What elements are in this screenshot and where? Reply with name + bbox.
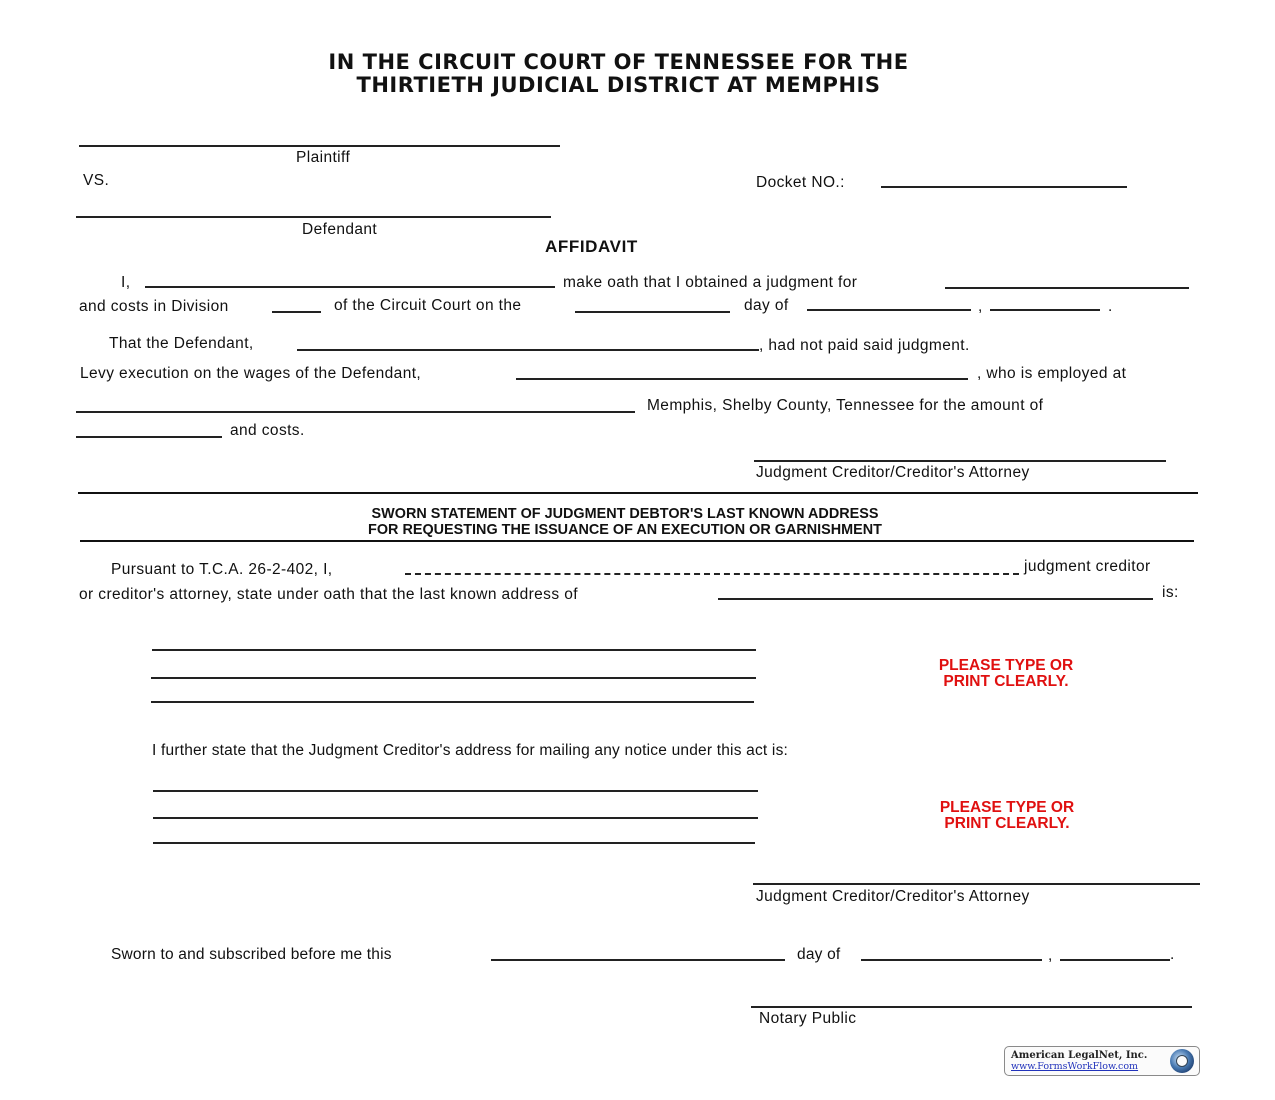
judgment-amount-field[interactable] — [945, 287, 1189, 289]
affidavit-heading: AFFIDAVIT — [545, 237, 638, 256]
notary-signature-field[interactable] — [751, 1006, 1192, 1008]
creditor-address-line-1[interactable] — [153, 790, 758, 792]
court-title-line2: THIRTIETH JUDICIAL DISTRICT AT MEMPHIS — [356, 73, 881, 97]
defendant-prefix: That the Defendant, — [109, 335, 254, 352]
comma: , — [978, 298, 983, 315]
defendant-name-field[interactable] — [297, 349, 759, 351]
further-statement-text: I further state that the Judgment Creditor's address for mailing any notice under this act is: — [152, 742, 789, 759]
globe-icon — [1170, 1049, 1194, 1073]
jurat-day-field[interactable] — [491, 959, 785, 961]
judgment-creditor-text: judgment creditor — [1024, 558, 1151, 575]
notice-line2: PRINT CLEARLY. — [944, 815, 1070, 832]
notice-line1: PLEASE TYPE OR — [939, 799, 1075, 816]
jurat-day-of-label: day of — [797, 946, 841, 963]
affiant-prefix: I, — [121, 274, 131, 291]
legalnet-logo[interactable] — [1004, 1046, 1200, 1076]
division-prefix: and costs in Division — [79, 298, 229, 315]
notice-line2: PRINT CLEARLY. — [943, 673, 1069, 690]
employer-field[interactable] — [76, 411, 635, 413]
sworn-heading-line2: FOR REQUESTING THE ISSUANCE OF AN EXECUTION OR GARNISHMENT — [368, 521, 882, 538]
employed-at-text: , who is employed at — [977, 365, 1127, 382]
jurat-month-field[interactable] — [861, 959, 1042, 961]
please-type-notice-2 — [907, 800, 1107, 832]
vs-label: VS. — [83, 172, 110, 189]
please-type-notice-1 — [906, 658, 1106, 690]
creditor-name-field[interactable] — [405, 573, 1019, 575]
is-text: is: — [1162, 584, 1179, 601]
division-field[interactable] — [272, 311, 321, 313]
docket-number-field[interactable] — [881, 186, 1127, 188]
notary-public-label: Notary Public — [759, 1010, 857, 1027]
levy-defendant-field[interactable] — [516, 378, 968, 380]
debtor-address-line-1[interactable] — [152, 649, 756, 651]
debtor-address-line-3[interactable] — [151, 701, 754, 703]
oath-text: make oath that I obtained a judgment for — [563, 274, 858, 291]
judgment-month-field[interactable] — [807, 309, 971, 311]
affidavit-signature-label: Judgment Creditor/Creditor's Attorney — [756, 464, 1030, 481]
jurat-prefix: Sworn to and subscribed before me this — [111, 946, 392, 963]
day-of-label: day of — [744, 297, 789, 314]
section-divider-top — [78, 492, 1198, 494]
plaintiff-field[interactable] — [79, 145, 560, 147]
section-divider-bottom — [80, 540, 1194, 542]
notice-line1: PLEASE TYPE OR — [938, 657, 1074, 674]
judgment-year-field[interactable] — [990, 309, 1100, 311]
company-url-link[interactable]: www.FormsWorkFlow.com — [1011, 1061, 1139, 1072]
creditor-address-line-3[interactable] — [153, 842, 755, 844]
judgment-day-field[interactable] — [575, 311, 730, 313]
defendant-label: Defendant — [302, 221, 378, 238]
sworn-signature-field[interactable] — [753, 883, 1200, 885]
debtor-name-field[interactable] — [718, 598, 1153, 600]
court-title-line1: IN THE CIRCUIT COURT OF TENNESSEE FOR THE — [328, 50, 909, 74]
not-paid-text: , had not paid said judgment. — [759, 337, 970, 354]
plaintiff-label: Plaintiff — [296, 149, 351, 166]
levy-prefix: Levy execution on the wages of the Defendant, — [80, 365, 422, 382]
and-costs-text: and costs. — [230, 422, 305, 439]
sworn-signature-label: Judgment Creditor/Creditor's Attorney — [756, 888, 1030, 905]
debtor-address-line-2[interactable] — [151, 677, 756, 679]
jurat-year-field[interactable] — [1060, 959, 1170, 961]
period: . — [1108, 298, 1113, 315]
last-known-address-text: or creditor's attorney, state under oath that the last known address of — [79, 586, 578, 603]
docket-label: Docket NO.: — [756, 174, 845, 191]
sworn-heading-line1: SWORN STATEMENT OF JUDGMENT DEBTOR'S LAST KNOWN ADDRESS — [371, 505, 879, 522]
defendant-field[interactable] — [76, 216, 551, 218]
memphis-amount-text: Memphis, Shelby County, Tennessee for the amount of — [647, 397, 1044, 414]
pursuant-prefix: Pursuant to T.C.A. 26-2-402, I, — [111, 561, 333, 578]
company-name: American LegalNet, Inc. — [1011, 1050, 1148, 1061]
levy-amount-field[interactable] — [76, 436, 222, 438]
jurat-comma: , — [1048, 947, 1053, 964]
circuit-court-text: of the Circuit Court on the — [334, 297, 522, 314]
creditor-address-line-2[interactable] — [153, 817, 758, 819]
jurat-period: . — [1170, 946, 1175, 963]
affidavit-signature-field[interactable] — [754, 460, 1166, 462]
affiant-name-field[interactable] — [145, 286, 555, 288]
